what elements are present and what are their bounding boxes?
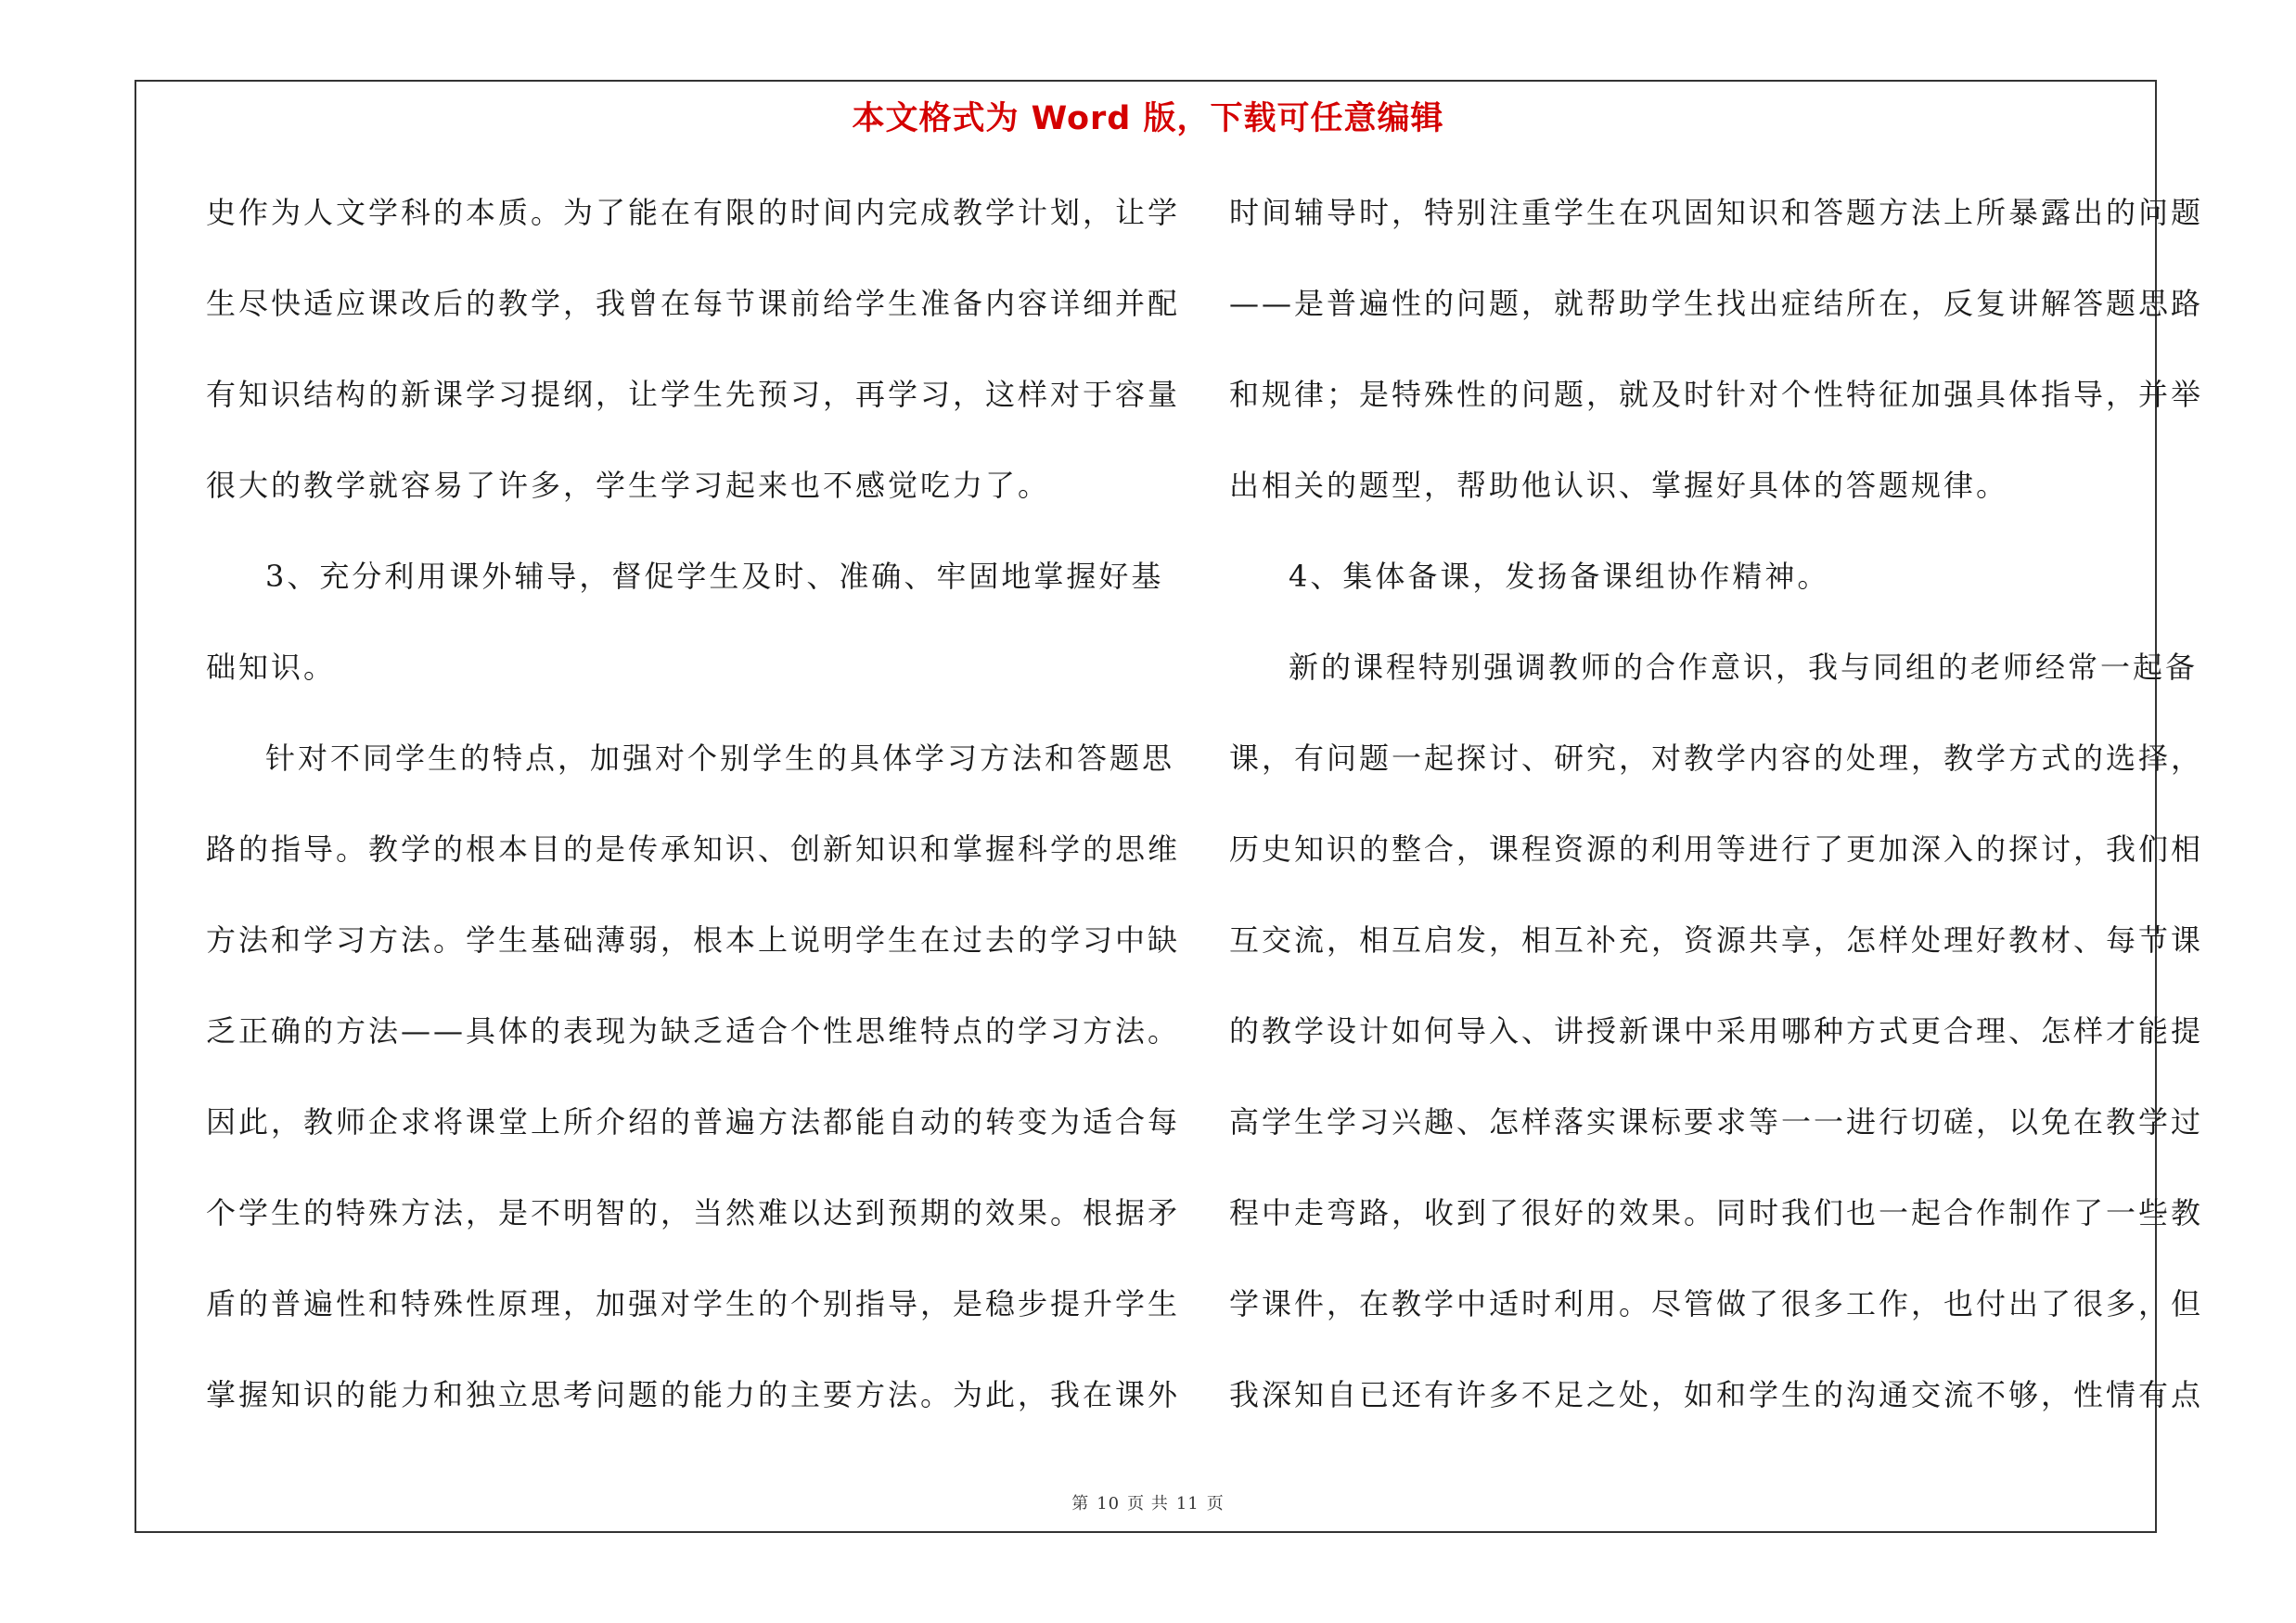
text-line: 出相关的题型，帮助他认识、掌握好具体的答题规律。 bbox=[1229, 468, 2009, 503]
text-line: 乏正确的方法——具体的表现为缺乏适合个性思维特点的学习方法。 bbox=[206, 1013, 1181, 1049]
text-line: 课，有问题一起探讨、研究，对教学内容的处理，教学方式的选择， bbox=[1229, 741, 2204, 776]
text-line: 程中走弯路，收到了很好的效果。同时我们也一起合作制作了一些教 bbox=[1229, 1195, 2204, 1230]
text-line: 方法和学习方法。学生基础薄弱，根本上说明学生在过去的学习中缺 bbox=[206, 922, 1181, 958]
page-banner: 本文格式为 Word 版，下载可任意编辑 bbox=[852, 100, 1444, 137]
paragraph-start: 新的课程特别强调教师的合作意识，我与同组的老师经常一起备 bbox=[1289, 650, 2199, 685]
text-line: 础知识。 bbox=[206, 650, 337, 685]
footer-prefix: 第 bbox=[1071, 1494, 1090, 1514]
text-line: 和规律；是特殊性的问题，就及时针对个性特征加强具体指导，并举 bbox=[1229, 377, 2204, 412]
text-line: 掌握知识的能力和独立思考问题的能力的主要方法。为此，我在课外 bbox=[206, 1377, 1181, 1412]
text-line: 高学生学习兴趣、怎样落实课标要求等一一进行切磋，以免在教学过 bbox=[1229, 1104, 2204, 1140]
text-line: 学课件，在教学中适时利用。尽管做了很多工作，也付出了很多，但 bbox=[1229, 1286, 2204, 1321]
text-line: 有知识结构的新课学习提纲，让学生先预习，再学习，这样对于容量 bbox=[206, 377, 1181, 412]
text-line: 路的指导。教学的根本目的是传承知识、创新知识和掌握科学的思维 bbox=[206, 831, 1181, 867]
footer-suffix: 页 bbox=[1206, 1494, 1225, 1514]
total-page-count: 11 bbox=[1175, 1494, 1199, 1514]
page-footer bbox=[0, 1490, 2296, 1514]
text-line: 生尽快适应课改后的教学，我曾在每节课前给学生准备内容详细并配 bbox=[206, 286, 1181, 321]
text-line: 我深知自已还有许多不足之处，如和学生的沟通交流不够，性情有点 bbox=[1229, 1377, 2204, 1412]
text-line: 个学生的特殊方法，是不明智的，当然难以达到预期的效果。根据矛 bbox=[206, 1195, 1181, 1230]
text-line: 很大的教学就容易了许多，学生学习起来也不感觉吃力了。 bbox=[206, 468, 1051, 503]
left-text-column bbox=[206, 182, 1181, 1455]
text-line: 因此，教师企求将课堂上所介绍的普遍方法都能自动的转变为适合每 bbox=[206, 1104, 1181, 1140]
text-line: 互交流，相互启发，相互补充，资源共享，怎样处理好教材、每节课 bbox=[1229, 922, 2204, 958]
section-heading-4: 4、集体备课，发扬备课组协作精神。 bbox=[1289, 559, 1830, 594]
text-line: 盾的普遍性和特殊性原理，加强对学生的个别指导，是稳步提升学生 bbox=[206, 1286, 1181, 1321]
text-line: 史作为人文学科的本质。为了能在有限的时间内完成教学计划，让学 bbox=[206, 195, 1181, 230]
paragraph-start: 针对不同学生的特点，加强对个别学生的具体学习方法和答题思 bbox=[265, 741, 1175, 776]
footer-middle: 页 共 bbox=[1127, 1494, 1169, 1514]
right-text-column bbox=[1229, 182, 2204, 1455]
text-line: ——是普遍性的问题，就帮助学生找出症结所在，反复讲解答题思路 bbox=[1229, 286, 2204, 321]
text-line: 时间辅导时，特别注重学生在巩固知识和答题方法上所暴露出的问题 bbox=[1229, 195, 2204, 230]
text-line: 的教学设计如何导入、讲授新课中采用哪种方式更合理、怎样才能提 bbox=[1229, 1013, 2204, 1049]
current-page-number: 10 bbox=[1097, 1494, 1121, 1514]
section-heading-3: 3、充分利用课外辅导，督促学生及时、准确、牢固地掌握好基 bbox=[265, 559, 1164, 594]
text-line: 历史知识的整合，课程资源的利用等进行了更加深入的探讨，我们相 bbox=[1229, 831, 2204, 867]
